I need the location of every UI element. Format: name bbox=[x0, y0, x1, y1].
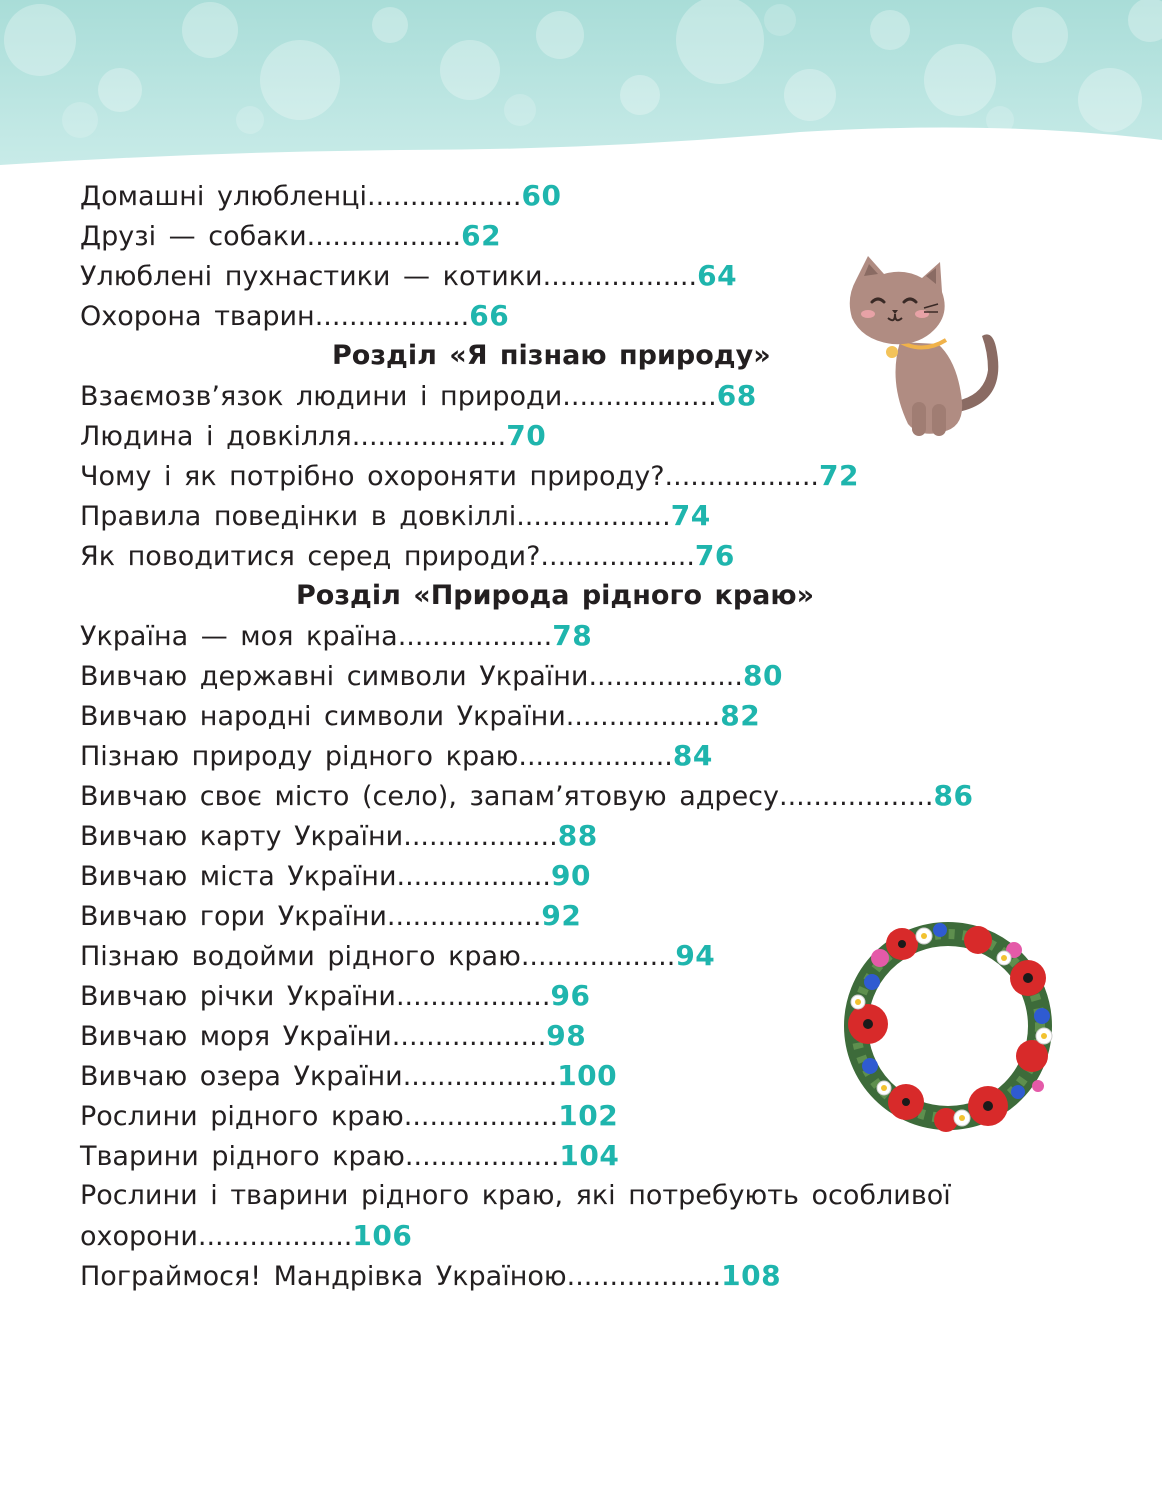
section-heading-pryroda-ridnoho-krayu: Розділ «Природа рідного краю» bbox=[296, 580, 815, 611]
toc-leader-dots: .................. bbox=[367, 181, 522, 212]
toc-entry-mista-ukrayiny[interactable] bbox=[80, 856, 1080, 896]
toc-entry-misto-selo[interactable] bbox=[80, 776, 1080, 816]
toc-page-number: 70 bbox=[506, 419, 547, 452]
toc-entry-title: Друзі — собаки bbox=[80, 221, 307, 252]
toc-leader-dots: .................. bbox=[540, 541, 695, 572]
toc-page-number: 106 bbox=[352, 1219, 413, 1252]
toc-leader-dots: .................. bbox=[403, 821, 558, 852]
toc-leader-dots: .................. bbox=[351, 421, 507, 452]
toc-page-number: 80 bbox=[742, 659, 783, 692]
toc-entry-osoblyvoyi-okhorony-line1[interactable] bbox=[80, 1176, 1080, 1216]
section-heading-ya-piznayu-pryrodu: Розділ «Я пізнаю природу» bbox=[332, 340, 771, 371]
toc-entry-piznayu-pryrodu[interactable] bbox=[80, 736, 1080, 776]
toc-page-number: 94 bbox=[675, 939, 716, 972]
toc-entry-title: Пізнаю водойми рідного краю bbox=[80, 941, 521, 972]
toc-leader-dots: .................. bbox=[566, 1261, 722, 1292]
toc-page-number: 64 bbox=[697, 259, 738, 292]
toc-page-number: 96 bbox=[550, 979, 591, 1012]
toc-entry-chomu-okhoronyaty[interactable] bbox=[80, 456, 1080, 496]
toc-page-number: 92 bbox=[541, 899, 582, 932]
toc-leader-dots: .................. bbox=[404, 1141, 560, 1172]
toc-leader-dots: .................. bbox=[518, 741, 673, 772]
toc-leader-dots: .................. bbox=[197, 1221, 353, 1252]
toc-entry-title: Як поводитися серед природи? bbox=[80, 541, 541, 572]
toc-page-number: 72 bbox=[819, 459, 859, 492]
toc-entry-title: Вивчаю озера України bbox=[80, 1061, 403, 1092]
toc-page-number: 108 bbox=[721, 1259, 782, 1292]
toc-leader-dots: .................. bbox=[386, 901, 542, 932]
toc-page-number: 84 bbox=[672, 739, 713, 772]
toc-page-number: 104 bbox=[559, 1139, 620, 1172]
toc-entry-title: Вивчаю річки України bbox=[80, 981, 396, 1012]
toc-page-number: 68 bbox=[716, 379, 757, 412]
toc-leader-dots: .................. bbox=[520, 941, 676, 972]
toc-page-number: 86 bbox=[933, 779, 974, 812]
toc-page-number: 62 bbox=[461, 219, 502, 252]
toc-leader-dots: .................. bbox=[402, 1061, 558, 1092]
toc-leader-dots: .................. bbox=[314, 301, 470, 332]
toc-entry-title: Вивчаю карту України bbox=[80, 821, 404, 852]
toc-entry-title: Пізнаю природу рідного краю bbox=[80, 741, 519, 772]
toc-leader-dots: .................. bbox=[391, 1021, 547, 1052]
toc-entry-title: охорони bbox=[80, 1221, 198, 1252]
toc-entry-pravyla-povedinky[interactable] bbox=[80, 496, 1080, 536]
toc-leader-dots: .................. bbox=[565, 701, 721, 732]
toc-entry-title: Взаємозв’язок людини і природи bbox=[80, 381, 563, 412]
toc-leader-dots: .................. bbox=[396, 861, 552, 892]
toc-page-number: 60 bbox=[521, 179, 562, 212]
toc-leader-dots: .................. bbox=[395, 981, 551, 1012]
toc-entry-title: Правила поведінки в довкіллі bbox=[80, 501, 517, 532]
toc-leader-dots: .................. bbox=[403, 1101, 559, 1132]
toc-entry-title: Вивчаю моря України bbox=[80, 1021, 392, 1052]
toc-page-number: 88 bbox=[557, 819, 598, 852]
toc-entry-title: Україна — моя країна bbox=[80, 621, 398, 652]
toc-entry-title: Вивчаю народні символи України bbox=[80, 701, 566, 732]
toc-page-number: 90 bbox=[551, 859, 591, 892]
toc-entry-title: Вивчаю міста України bbox=[80, 861, 397, 892]
toc-entry-domashni-ulyublentsi[interactable] bbox=[80, 176, 1080, 216]
toc-entry-pohraymosya[interactable] bbox=[80, 1256, 1080, 1296]
toc-entry-title: Улюблені пухнастики — котики bbox=[80, 261, 543, 292]
toc-page-number: 76 bbox=[694, 539, 735, 572]
toc-entry-title: Рослини і тварини рідного краю, які потребують особливої bbox=[80, 1180, 951, 1211]
toc-entry-osoblyvoyi-okhorony-line2[interactable] bbox=[80, 1216, 1080, 1256]
toc-page-number: 78 bbox=[552, 619, 593, 652]
toc-entry-title: Вивчаю своє місто (село), запам’ятовую адресу bbox=[80, 781, 780, 812]
toc-entry-title: Домашні улюбленці bbox=[80, 181, 367, 212]
toc-entry-druzi-sobaky[interactable] bbox=[80, 216, 1080, 256]
toc-leader-dots: .................. bbox=[516, 501, 671, 532]
toc-leader-dots: .................. bbox=[588, 661, 743, 692]
toc-entry-title: Охорона тварин bbox=[80, 301, 315, 332]
toc-entry-title: Рослини рідного краю bbox=[80, 1101, 404, 1132]
toc-page-number: 98 bbox=[546, 1019, 587, 1052]
toc-page-number: 100 bbox=[557, 1059, 618, 1092]
toc-entry-ukrayina-moya-krayina[interactable] bbox=[80, 616, 1080, 656]
toc-entry-derzhavni-symvoly[interactable] bbox=[80, 656, 1080, 696]
toc-entry-title: Людина і довкілля bbox=[80, 421, 352, 452]
toc-leader-dots: .................. bbox=[562, 381, 717, 412]
flower-wreath-illustration bbox=[828, 906, 1068, 1146]
toc-entry-title: Чому і як потрібно охороняти природу? bbox=[80, 461, 665, 492]
toc-page-number: 66 bbox=[469, 299, 510, 332]
top-banner bbox=[0, 0, 1162, 175]
toc-entry-title: Пограймося! Мандрівка Україною bbox=[80, 1261, 567, 1292]
toc-page-number: 74 bbox=[670, 499, 711, 532]
toc-page-number: 82 bbox=[720, 699, 761, 732]
toc-page-number: 102 bbox=[558, 1099, 619, 1132]
toc-leader-dots: .................. bbox=[542, 261, 698, 292]
toc-entry-yak-povodytysya[interactable] bbox=[80, 536, 1080, 576]
toc-entry-narodni-symvoly[interactable] bbox=[80, 696, 1080, 736]
toc-entry-title: Тварини рідного краю bbox=[80, 1141, 405, 1172]
toc-leader-dots: .................. bbox=[779, 781, 934, 812]
toc-leader-dots: .................. bbox=[306, 221, 462, 252]
toc-leader-dots: .................. bbox=[397, 621, 553, 652]
toc-leader-dots: .................. bbox=[664, 461, 820, 492]
cat-illustration bbox=[838, 252, 1018, 442]
toc-entry-title: Вивчаю державні символи України bbox=[80, 661, 589, 692]
toc-entry-title: Вивчаю гори України bbox=[80, 901, 387, 932]
toc-entry-karta-ukrayiny[interactable] bbox=[80, 816, 1080, 856]
